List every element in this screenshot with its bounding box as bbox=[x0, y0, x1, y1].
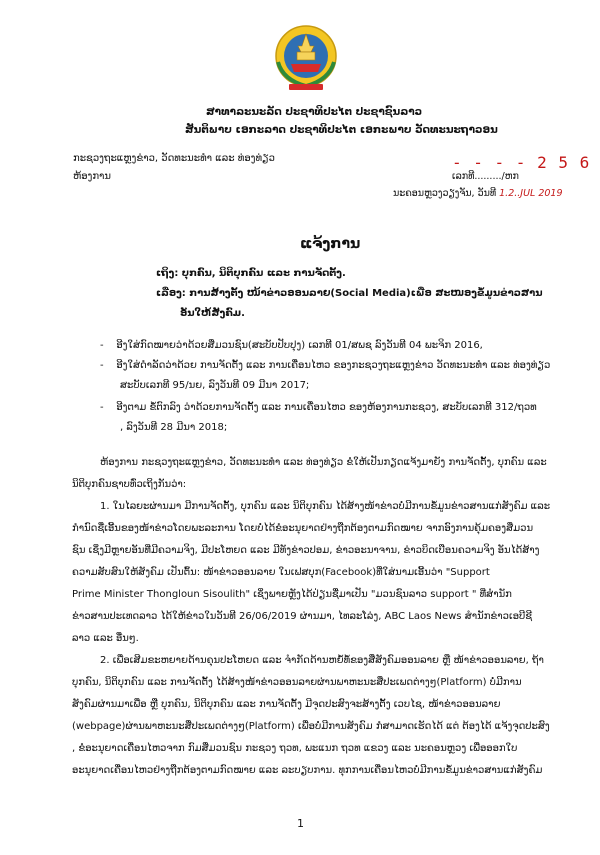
page-title: ແຈ້ງການ bbox=[300, 236, 361, 252]
date-label: ນະຄອນຫຼວງວຽງຈັນ, ວັນທີ bbox=[393, 188, 497, 199]
body-line: ອະນຸຍາດເຄື່ອນໄຫວຢ່າງຖືກຕ້ອງຕາມກົດໝາຍ ແລະ ລະບຽບການ. ທຸກການເຄື່ອນໄຫວບໍ່ມີການຂໍ້ມູນຂ່າວສານແກ່ສັງຄົມ bbox=[72, 765, 543, 776]
body-line: (webpage)ຜ່ານພາຫະນະສື່ປະເພດຕ່າງໆ(Platform) ເພື່ອບໍ່ມີການສັງຄົມ ກໍສາມາດເຮັດໄດ້ ແຕ່ ຕ້ອງໄດ້ ແຈ້ງຈຸດປະສົງ bbox=[72, 721, 550, 732]
page-number: 1 bbox=[297, 817, 304, 830]
header-line-1: ສາທາລະນະລັດ ປະຊາທິປະໄຕ ປະຊາຊົນລາວ bbox=[206, 106, 423, 118]
body-line: Prime Minister Thongloun Sisoulith" ເຊິ່ງພາຍຫຼັງໄດ້ປ່ຽນຊື່ມາເປັນ "ມວນຊົນລາວ support " ທີ່ສຳນັກ bbox=[72, 589, 512, 600]
body-line: ນິຕິບຸກຄົນຊາບທົ່ວເຖິງກັນວ່າ: bbox=[72, 479, 187, 490]
document-number-stamp: - - - - 2 5 6 bbox=[452, 153, 591, 172]
body-line: ກຳນົດຊື່ເອີ້ນຂອງໜ້າຂ່າວໂດຍພະລະການ ໂດຍບໍ່ໄດ້ຂໍອະນຸຍາດຢ່າງຖືກຕ້ອງຕາມກົດໝາຍ ຈາກອົງການຄຸ້ມຄອງສື່ມວນ bbox=[72, 523, 534, 534]
body-line: , ຂໍອະນຸຍາດເຄື່ອນໄຫວຈາກ ກົມສື່ມວນຊົນ ກະຊວງ ຖວທ, ພະແນກ ຖວທ ແຂວງ ແລະ ນະຄອນຫຼວງ ເພື່ອອອກໃບ bbox=[72, 743, 518, 754]
body-line: ຫ້ອງການ ກະຊວງຖະແຫຼງຂ່າວ, ວັດທະນະທຳ ແລະ ທ່ອງທ່ຽວ ຂໍໃຫ້ເປັນກຽດແຈ້ງມາຍັງ ການຈັດຕັ້ງ, ບຸກຄົນ ແລະ bbox=[100, 457, 547, 468]
header-line-2: ສັນຕິພາບ ເອກະລາດ ປະຊາທິປະໄຕ ເອກະພາບ ວັດທະນະຖາວອນ bbox=[185, 124, 498, 136]
body-line: ຄວາມສັບສົນໃຫ້ສັງຄົມ ເປັນຕົ້ນ: ໜ້າຂ່າວອອນລາຍ ໃນເຟສບຸກ(Facebook)ທີ່ໃສ່ນາມເອີ້ນວ່າ "Support bbox=[72, 567, 490, 578]
date-value: 1.2..JUL 2019 bbox=[499, 188, 563, 199]
ministry-name: ກະຊວງຖະແຫຼງຂ່າວ, ວັດທະນະທຳ ແລະ ທ່ອງທ່ຽວ bbox=[73, 153, 275, 164]
subject-line-1: ເລື່ອງ: ການສ້າງຕັ້ງ ໜ້າຂ່າວອອນລາຍ(Social Media)ເພື່ອ ສະໜອງຂໍ້ມູນຂ່າວສານ bbox=[156, 288, 543, 299]
body-line: 2. ເພື່ອເສີມຂະຫຍາຍດ້ານຄຸນປະໂຫຍດ ແລະ ຈຳກັດດ້ານຫຍໍ້ທໍ້ຂອງສື່ສັງຄົມອອນລາຍ ຫຼື ໜ້າຂ່າວອອນລາຍ, ຖ້າ bbox=[100, 655, 544, 666]
reference-item-2: - ອີງໃສ່ດຳລັດວ່າດ້ວຍ ການຈັດຕັ້ງ ແລະ ການເຄື່ອນໄຫວ ຂອງກະຊວງຖະແຫຼງຂ່າວ ວັດທະນະທຳ ແລະ ທ່ອງທ່ຽວ bbox=[100, 360, 551, 371]
office-label: ຫ້ອງການ bbox=[73, 171, 112, 182]
reference-item-3: - ອີງຕາມ ຂໍ້ຕົກລົງ ວ່າດ້ວຍການຈັດຕັ້ງ ແລະ ການເຄື່ອນໄຫວ ຂອງຫ້ອງການກະຊວງ, ສະບັບເລກທີ 312/ຖວທ bbox=[100, 402, 537, 413]
reference-item-2-cont: ສະບັບເລກທີ 95/ນຍ, ລົງວັນທີ 09 ມີນາ 2017; bbox=[120, 380, 310, 391]
reference-item-1: - ອີງໃສ່ກົດໝາຍວ່າດ້ວຍສື່ມວນຊົນ(ສະບັບປັບປຸງ) ເລກທີ 01/ສພຊ ລົງວັນທີ 04 ພະຈິກ 2016, bbox=[100, 340, 483, 351]
reference-item-3-cont: , ລົງວັນທີ 28 ມີນາ 2018; bbox=[120, 422, 228, 433]
body-line: ບຸກຄົນ, ນິຕິບຸກຄົນ ແລະ ການຈັດຕັ້ງ ໄດ້ສ້າງໜ້າຂ່າວອອນລາຍຜ່ານພາຫະນະສື່ປະເພດຕ່າງໆ(Platform) ບໍ່ມີການ bbox=[72, 677, 522, 688]
document-number-line: ເລກທີ........./ຫກ bbox=[452, 171, 519, 182]
body-line: ຂ່າວສານປະເທດລາວ ໄດ້ໃຫ້ຂ່າວໃນວັນທີ 26/06/2019 ຜ່ານມາ, ໄທລະໂລ່ງ, ABC Laos News ສຳນັກຂ່າວເອບີຊີ bbox=[72, 611, 533, 622]
addressee-line: ເຖິງ: ບຸກຄົນ, ນິຕິບຸກຄົນ ແລະ ການຈັດຕັ້ງ. bbox=[156, 268, 346, 279]
body-line: ຊົນ ເຊິ່ງມີຫຼາຍອັນທີ່ມີຄວາມຈິງ, ມີປະໂຫຍດ ແລະ ມີທັງຂ່າວປອມ, ຂ່າວອະນາຈານ, ຂ່າວບິດເບືອນຄວາມຈິງ ອັນໄດ້ສ້າງ bbox=[72, 545, 540, 556]
body-line: 1. ໃນໄລຍະຜ່ານມາ ມີການຈັດຕັ້ງ, ບຸກຄົນ ແລະ ນິຕິບຸກຄົນ ໄດ້ສ້າງໜ້າຂ່າວບໍ່ມີການຂໍ້ມູນຂ່າວສານແກ່ສັງຄົມ ແລະ bbox=[100, 501, 551, 512]
body-line: ລາວ ແລະ ອື່ນໆ. bbox=[72, 633, 139, 644]
subject-line-2: ອັນໃຫ້ສັງຄົມ. bbox=[180, 308, 245, 319]
body-line: ສັງຄົມຜ່ານມາເພື່ອ ຫຼື ບຸກຄົນ, ນິຕິບຸກຄົນ ແລະ ການຈັດຕັ້ງ ມີຈຸດປະສົງຈະສ້າງຕັ້ງ ເວບໄຊ, ໜ້າຂ່າວອອນລາຍ bbox=[72, 699, 501, 710]
national-emblem-icon bbox=[273, 22, 339, 94]
